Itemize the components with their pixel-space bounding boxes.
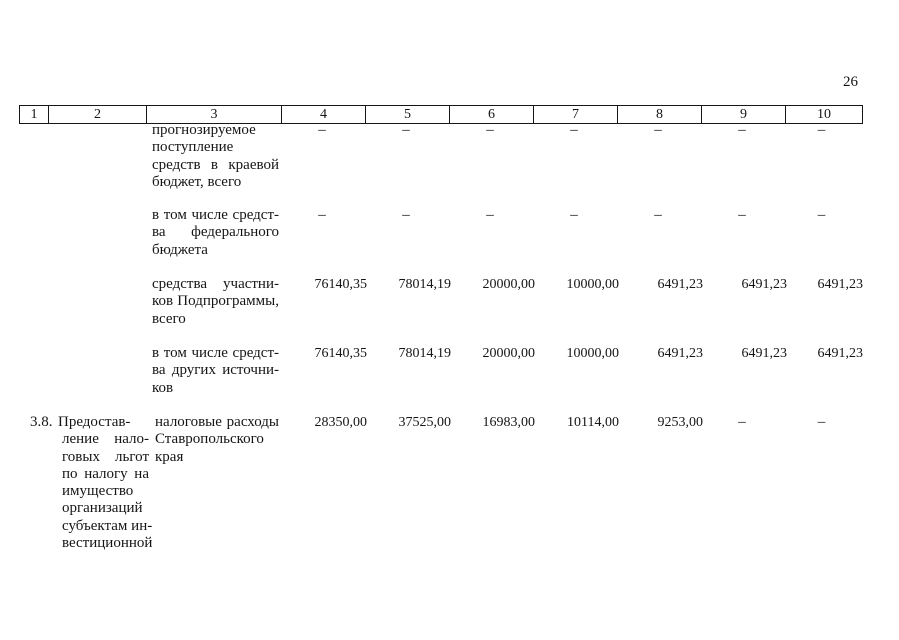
- funding-source: [152, 207, 279, 259]
- table-row: [0, 207, 899, 258]
- amount-cell: –: [654, 207, 662, 223]
- amount-cell: –: [486, 122, 494, 138]
- amount-cell: 76140,35: [314, 346, 367, 361]
- table-row: [0, 345, 899, 396]
- amount-cell: –: [486, 207, 494, 223]
- column-header-2: 2: [48, 105, 147, 124]
- amount-cell: 10000,00: [566, 346, 619, 361]
- amount-cell: 20000,00: [482, 277, 535, 292]
- amount-cell: 6491,23: [741, 346, 787, 361]
- funding-source: [152, 276, 279, 328]
- amount-cell: –: [817, 414, 826, 430]
- measure-name-line: говых льгот: [62, 448, 149, 465]
- amount-cell: –: [318, 122, 326, 138]
- table-row: [0, 414, 899, 551]
- measure-name-line: вестиционной: [62, 534, 153, 551]
- amount-cell: 37525,00: [398, 415, 451, 430]
- column-header-10: 10: [785, 105, 863, 124]
- funding-source: [152, 122, 279, 191]
- amount-cell: –: [654, 122, 662, 138]
- amount-cell: 10000,00: [566, 277, 619, 292]
- funding-source-line: средств в краевой: [152, 156, 279, 173]
- table-row: [0, 122, 899, 190]
- funding-source-line: бюджета: [152, 241, 208, 258]
- amount-cell: 6491,23: [657, 346, 703, 361]
- amount-cell: 28350,00: [314, 415, 367, 430]
- table-row: [0, 276, 899, 327]
- measure-name-line: субъектам ин-: [62, 517, 153, 534]
- funding-source-line: ва других источни-: [152, 362, 279, 379]
- amount-cell: –: [570, 122, 578, 138]
- funding-source-line: ков Подпрограммы,: [152, 293, 279, 310]
- measure-name-line: Предостав-: [58, 414, 131, 430]
- amount-cell: –: [570, 207, 578, 223]
- amount-cell: –: [318, 207, 326, 223]
- amount-cell: 6491,23: [817, 346, 863, 361]
- measure-name-line: имущество: [62, 483, 134, 499]
- amount-cell: 6491,23: [817, 277, 863, 292]
- funding-source-line: ков: [152, 379, 174, 396]
- funding-source-line: ва федерального: [152, 224, 279, 241]
- column-header-6: 6: [449, 105, 534, 124]
- funding-source-line: прогнозируемое: [152, 122, 256, 138]
- funding-source-line: края: [155, 448, 184, 465]
- funding-source: [152, 345, 279, 397]
- column-header-7: 7: [533, 105, 618, 124]
- column-header-8: 8: [617, 105, 702, 124]
- page-number: 26: [843, 74, 858, 90]
- amount-cell: –: [817, 207, 826, 223]
- amount-cell: 9253,00: [657, 415, 703, 430]
- funding-source-line: Ставропольского: [155, 431, 264, 448]
- column-header-4: 4: [281, 105, 366, 124]
- column-header-3: 3: [146, 105, 282, 124]
- funding-source-line: всего: [152, 310, 186, 327]
- amount-cell: 76140,35: [314, 277, 367, 292]
- amount-cell: –: [738, 207, 746, 223]
- amount-cell: –: [738, 122, 746, 138]
- amount-cell: 6491,23: [741, 277, 787, 292]
- measure-name: [58, 414, 153, 552]
- amount-cell: –: [402, 207, 410, 223]
- amount-cell: 78014,19: [398, 277, 451, 292]
- column-header-9: 9: [701, 105, 786, 124]
- measure-name-line: по налогу на: [62, 465, 149, 482]
- amount-cell: 78014,19: [398, 346, 451, 361]
- item-number: [30, 414, 54, 431]
- column-header-1: 1: [19, 105, 49, 124]
- funding-source-line: средства участни-: [152, 276, 279, 292]
- column-header-5: 5: [365, 105, 450, 124]
- amount-cell: –: [817, 122, 826, 138]
- funding-source-line: налоговые расходы: [155, 414, 279, 430]
- measure-name-line: ление нало-: [62, 431, 149, 448]
- funding-source-line: в том числе средст-: [152, 345, 279, 361]
- funding-source-line: поступление: [152, 139, 234, 156]
- funding-source-line: в том числе средст-: [152, 207, 279, 223]
- amount-cell: 10114,00: [567, 415, 619, 430]
- amount-cell: –: [402, 122, 410, 138]
- amount-cell: 20000,00: [482, 346, 535, 361]
- amount-cell: 16983,00: [482, 415, 535, 430]
- funding-source: [155, 414, 279, 466]
- funding-source-line: бюджет, всего: [152, 173, 242, 190]
- amount-cell: –: [738, 414, 746, 430]
- amount-cell: 6491,23: [657, 277, 703, 292]
- item-number-text: 3.8.: [30, 414, 53, 430]
- measure-name-line: организаций: [62, 500, 143, 517]
